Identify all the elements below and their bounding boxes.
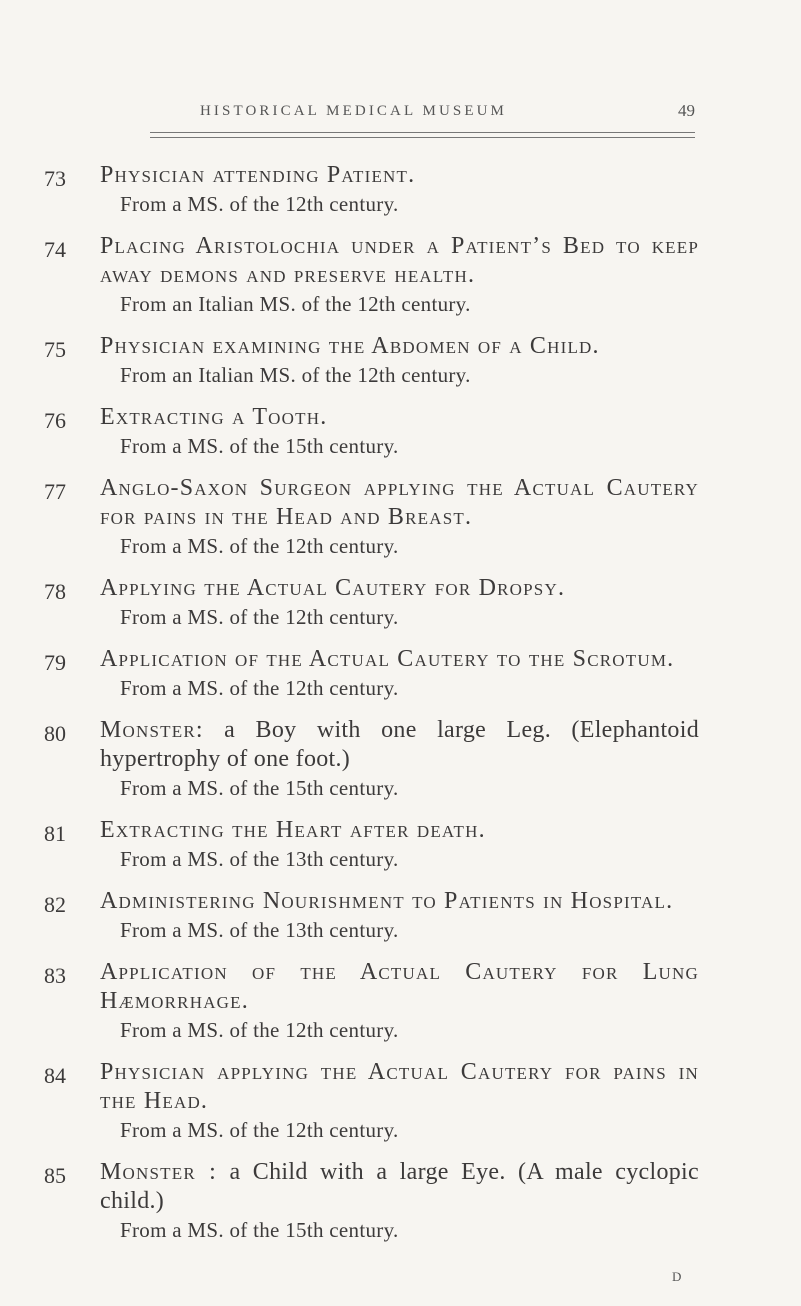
- entry-title-prefix: Monster:: [100, 717, 204, 743]
- entry-source: From an Italian MS. of the 12th century.: [120, 363, 471, 387]
- entry-number: 75: [44, 337, 66, 362]
- entry-source: From a MS. of the 12th century.: [120, 676, 399, 700]
- entry-number: 82: [44, 892, 66, 917]
- entry-number: 77: [44, 479, 66, 504]
- catalogue-entry: [0, 958, 801, 1044]
- entry-source: From a MS. of the 12th century.: [120, 1118, 399, 1142]
- entry-title: Placing Aristolochia under a Patient’s Bed to keep away demons and preserve health.: [100, 233, 699, 288]
- catalogue-entry: [0, 403, 801, 460]
- entry-title: [100, 716, 699, 774]
- catalogue-entry: [0, 887, 801, 944]
- catalogue-entry: [0, 161, 801, 218]
- entry-number: 81: [44, 821, 66, 846]
- entry-source: From an Italian MS. of the 12th century.: [120, 292, 471, 316]
- entry-title: Anglo-Saxon Surgeon applying the Actual Cautery for pains in the Head and Breast.: [100, 475, 699, 530]
- entry-number: 80: [44, 721, 66, 746]
- catalogue-entries: [0, 161, 801, 1258]
- entry-title: Application of the Actual Cautery to the Scrotum.: [100, 646, 675, 672]
- entry-title: Physician examining the Abdomen of a Child.: [100, 333, 600, 359]
- catalogue-entry: [0, 574, 801, 631]
- entry-title: Applying the Actual Cautery for Dropsy.: [100, 575, 566, 601]
- catalogue-entry: [0, 716, 801, 802]
- entry-title-prefix: Monster :: [100, 1159, 218, 1185]
- page-number: 49: [678, 101, 695, 120]
- entry-number: 78: [44, 579, 66, 604]
- catalogue-entry: [0, 1058, 801, 1144]
- entry-title-text: a Child with a large Eye. (A male cyclopic child.): [100, 1159, 699, 1214]
- header-rule-top: [150, 132, 695, 133]
- entry-number: 83: [44, 963, 66, 988]
- entry-number: 84: [44, 1063, 66, 1088]
- entry-title: Application of the Actual Cautery for Lung Hæmorrhage.: [100, 959, 699, 1014]
- signature-mark: D: [672, 1269, 682, 1284]
- entry-number: 79: [44, 650, 66, 675]
- entry-title: Extracting a Tooth.: [100, 404, 328, 430]
- entry-title: Administering Nourishment to Patients in Hospital.: [100, 888, 674, 914]
- entry-title-text: a Boy with one large Leg. (Elephantoid hypertrophy of one foot.): [100, 717, 699, 772]
- entry-source: From a MS. of the 13th century.: [120, 847, 399, 871]
- entry-number: 76: [44, 408, 66, 433]
- entry-title: Physician applying the Actual Cautery for pains in the Head.: [100, 1059, 699, 1114]
- entry-number: 73: [44, 166, 66, 191]
- catalogue-entry: [0, 474, 801, 560]
- catalogue-entry: [0, 1158, 801, 1244]
- entry-number: 85: [44, 1163, 66, 1188]
- header-rule-bottom: [150, 137, 695, 138]
- entry-source: From a MS. of the 15th century.: [120, 434, 399, 458]
- entry-title: Physician attending Patient.: [100, 162, 416, 188]
- catalogue-entry: [0, 232, 801, 318]
- entry-number: 74: [44, 237, 66, 262]
- entry-source: From a MS. of the 15th century.: [120, 776, 399, 800]
- entry-title: [100, 1158, 699, 1216]
- entry-title: Extracting the Heart after death.: [100, 817, 486, 843]
- catalogue-entry: [0, 332, 801, 389]
- page-header: [150, 103, 695, 127]
- entry-source: From a MS. of the 12th century.: [120, 605, 399, 629]
- entry-source: From a MS. of the 12th century.: [120, 534, 399, 558]
- running-title: HISTORICAL MEDICAL MUSEUM: [200, 103, 507, 119]
- catalogue-entry: [0, 816, 801, 873]
- catalogue-entry: [0, 645, 801, 702]
- entry-source: From a MS. of the 12th century.: [120, 1018, 399, 1042]
- entry-source: From a MS. of the 15th century.: [120, 1218, 399, 1242]
- entry-source: From a MS. of the 12th century.: [120, 192, 399, 216]
- entry-source: From a MS. of the 13th century.: [120, 918, 399, 942]
